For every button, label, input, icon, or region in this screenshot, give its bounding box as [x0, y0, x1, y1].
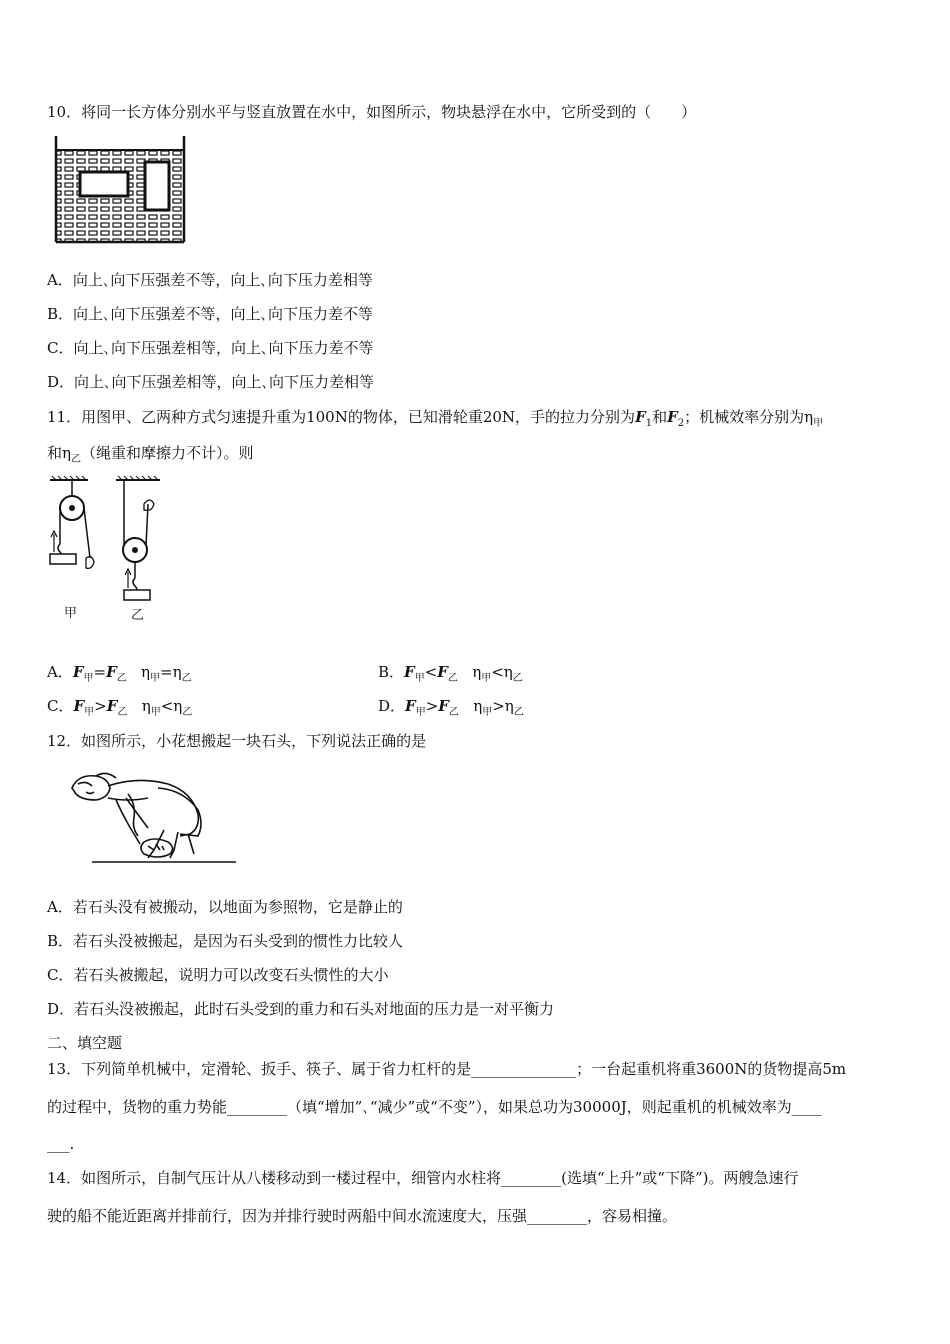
q12-option-b[interactable]: B．若石头没被搬起，是因为石头受到的惯性力比较人 — [47, 932, 404, 950]
q10-option-b[interactable]: B．向上､向下压强差不等，向上､向下压力差不等 — [47, 305, 374, 323]
q10-option-c[interactable]: C．向上､向下压强差相等，向上､向下压力差不等 — [47, 339, 374, 357]
q12-girl-lifting-stone-figure — [68, 768, 238, 872]
q12-stem: 12．如图所示，小花想搬起一块石头，下列说法正确的是 — [47, 732, 427, 750]
q11-stem-text-c: 和η — [47, 444, 71, 462]
section-heading-fill-in: 二、填空题 — [47, 1034, 123, 1052]
q11-stem-text-d: （绳重和摩擦力不计）。则 — [81, 444, 254, 462]
q11-f1: F — [635, 408, 646, 426]
q13-line3: ___. — [47, 1135, 75, 1153]
q12-option-d[interactable]: D．若石头没被搬起，此时石头受到的重力和石头对地面的压力是一对平衡力 — [47, 1000, 555, 1018]
q13-line2: 的过程中，货物的重力势能________（填“增加”､“减少”或“不变”），如果总功为30000J，则起重机的机械效率为____ — [47, 1098, 822, 1116]
q14-line1: 14．如图所示，自制气压计从八楼移动到一楼过程中，细管内水柱将________(选填“上升”或“下降”)。两艘急速行 — [47, 1169, 799, 1187]
q11-stem-line1 — [47, 407, 823, 434]
q13-line1: 13．下列简单机械中，定滑轮、扳手、筷子、属于省力杠杆的是______________；一台起重机将重3600N的货物提高5m — [47, 1060, 847, 1078]
q11-pulley-figure — [44, 474, 174, 624]
q11-label-jia: 甲 — [64, 606, 78, 621]
q12-option-c[interactable]: C．若石头被搬起，说明力可以改变石头惯性的大小 — [47, 966, 389, 984]
q11-f2: F — [667, 408, 678, 426]
q11-stem-text-a: 11．用图甲、乙两种方式匀速提升重为100N的物体，已知滑轮重20N，手的拉力分别为 — [47, 408, 636, 426]
q11-option-d[interactable]: D．$F_甲>F_乙$ $\eta_甲>\eta_乙$ — [378, 697, 524, 718]
q10-option-d[interactable]: D．向上､向下压强差相等，向上､向下压力差相等 — [47, 373, 375, 391]
q11-stem-text-b: ；机械效率分别为η — [684, 408, 814, 426]
q11-stem-line2 — [47, 443, 254, 470]
q14-line2: 驶的船不能近距离并排前行，因为并排行驶时两船中间水流速度大，压强________，容易相撞。 — [47, 1207, 678, 1225]
q11-eta-yi-sub: 乙 — [71, 454, 81, 465]
q11-eta-jia-sub: 甲 — [813, 418, 824, 429]
q11-option-a[interactable]: A．$F_甲=F_乙$ $\eta_甲=\eta_乙$ — [47, 663, 192, 684]
q10-water-tank-figure — [52, 134, 192, 246]
q11-and: 和 — [652, 408, 668, 426]
q11-f1-sub: 1 — [645, 418, 653, 429]
q12-option-a[interactable]: A．若石头没有被搬动，以地面为参照物，它是静止的 — [47, 898, 403, 916]
q10-option-a[interactable]: A．向上､向下压强差不等，向上､向下压力差相等 — [47, 271, 373, 289]
q11-option-b[interactable]: B．$F_甲<F_乙$ $\eta_甲<\eta_乙$ — [378, 663, 523, 684]
q11-f2-sub: 2 — [677, 418, 685, 429]
q10-stem: 10．将同一长方体分别水平与竖直放置在水中，如图所示，物块悬浮在水中，它所受到的（ ） — [47, 103, 697, 121]
q11-label-yi: 乙 — [131, 608, 145, 623]
q11-option-c[interactable]: C．$F_甲>F_乙$ $\eta_甲<\eta_乙$ — [47, 697, 193, 718]
